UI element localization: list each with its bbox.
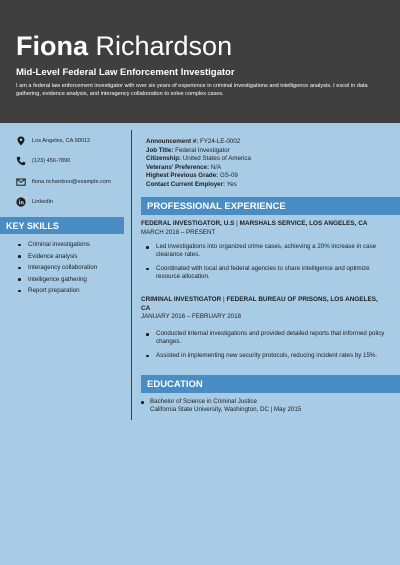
detail-label: Announcement #: [146, 138, 199, 145]
detail-row [146, 147, 386, 156]
detail-label: Job Title: [146, 146, 174, 154]
detail-label: Citizenship: [146, 155, 182, 163]
linkedin-icon [16, 197, 26, 207]
job-title: CRIMINAL INVESTIGATOR [141, 296, 222, 303]
detail-row [146, 181, 386, 190]
job-heading: CRIMINAL INVESTIGATOR | FEDERAL BUREAU OF PRISONS, LOS ANGELES, CA [141, 296, 378, 312]
announcement-details [146, 138, 386, 190]
column-divider [131, 130, 132, 420]
detail-row [146, 164, 386, 173]
education-entry [141, 398, 391, 415]
job-employer: FEDERAL BUREAU OF PRISONS, LOS ANGELES, CA [141, 296, 378, 312]
school-name: California State University, Washington, DC [150, 406, 269, 414]
key-skills-heading: KEY SKILLS [0, 217, 124, 234]
job-title: FEDERAL INVESTIGATOR, U.S [141, 220, 235, 227]
contact-location [16, 135, 90, 147]
linkedin-link[interactable]: LinkedIn [32, 199, 54, 205]
detail-value: United States of America [182, 155, 251, 163]
detail-value: FY24-LE-0002 [200, 138, 241, 145]
job-title: Mid-Level Federal Law Enforcement Investigator [16, 67, 235, 78]
detail-row [146, 138, 386, 147]
skill-item: Evidence analysis [18, 251, 126, 263]
skill-item: Report preparation [18, 285, 126, 297]
last-name: Richardson [95, 31, 233, 61]
job-bullet: Assisted in implementing new security protocols, reducing incident rates by 15%. [146, 352, 386, 360]
detail-value: N/A [210, 163, 222, 171]
job-bullet: Led investigations into organized crime cases, achieving a 20% increase in case clearance rates. [146, 243, 386, 260]
experience-heading: PROFESSIONAL EXPERIENCE [141, 197, 400, 215]
detail-row [146, 172, 386, 181]
degree: Bachelor of Science in Criminal Justice [141, 398, 391, 406]
job-dates: MARCH 2018 – PRESENT [141, 229, 216, 236]
detail-label: Highest Previous Grade: [146, 172, 219, 180]
school-line: California State University, Washington, DC | May 2015 [150, 406, 302, 414]
resume-header [0, 0, 400, 123]
full-name [16, 30, 232, 62]
skill-item: Interagency collaboration [18, 262, 126, 274]
phone-text: (123) 456-7890 [32, 158, 71, 164]
detail-row [146, 155, 386, 164]
job-bullet: Coordinated with local and federal agencies to share intelligence and optimize resource allocation. [146, 265, 386, 282]
contact-linkedin[interactable] [16, 196, 53, 208]
skill-item: Intelligence gathering [18, 274, 126, 286]
detail-label: Contact Current Employer: [146, 180, 226, 188]
phone-icon [16, 156, 26, 166]
contact-email[interactable] [16, 176, 111, 188]
job-bullets [146, 243, 386, 287]
job-bullets [146, 330, 386, 365]
location-text: Los Angeles, CA 90012 [32, 138, 91, 144]
map-pin-icon [16, 136, 26, 146]
email-link[interactable]: fiona.richardson@example.com [32, 179, 111, 185]
envelope-icon [16, 177, 26, 187]
contact-phone [16, 155, 70, 167]
education-heading: EDUCATION [141, 375, 400, 393]
skills-list [18, 239, 126, 297]
first-name: Fiona [16, 31, 88, 61]
detail-label: Veterans' Preference: [146, 163, 210, 171]
graduation-date: May 2015 [274, 406, 302, 414]
job-dates: JANUARY 2016 – FEBRUARY 2018 [141, 313, 241, 320]
skill-item: Criminal investigations [18, 239, 126, 251]
professional-summary: I am a federal law enforcement investigator with over six years of experience in criminal investigations and intelligence analysis. I excel in data gathering, evidence analysis, and interagency collaboration to solve complex cases. [16, 83, 368, 98]
detail-value: Yes [226, 180, 237, 188]
job-employer: MARSHALS SERVICE, LOS ANGELES, CA [239, 220, 368, 227]
job-bullet: Conducted internal investigations and provided detailed reports that informed policy changes. [146, 330, 386, 347]
detail-value: GS-09 [219, 172, 238, 180]
job-heading: FEDERAL INVESTIGATOR, U.S | MARSHALS SERVICE, LOS ANGELES, CA [141, 220, 368, 227]
detail-value: Federal Investigator [175, 146, 230, 154]
